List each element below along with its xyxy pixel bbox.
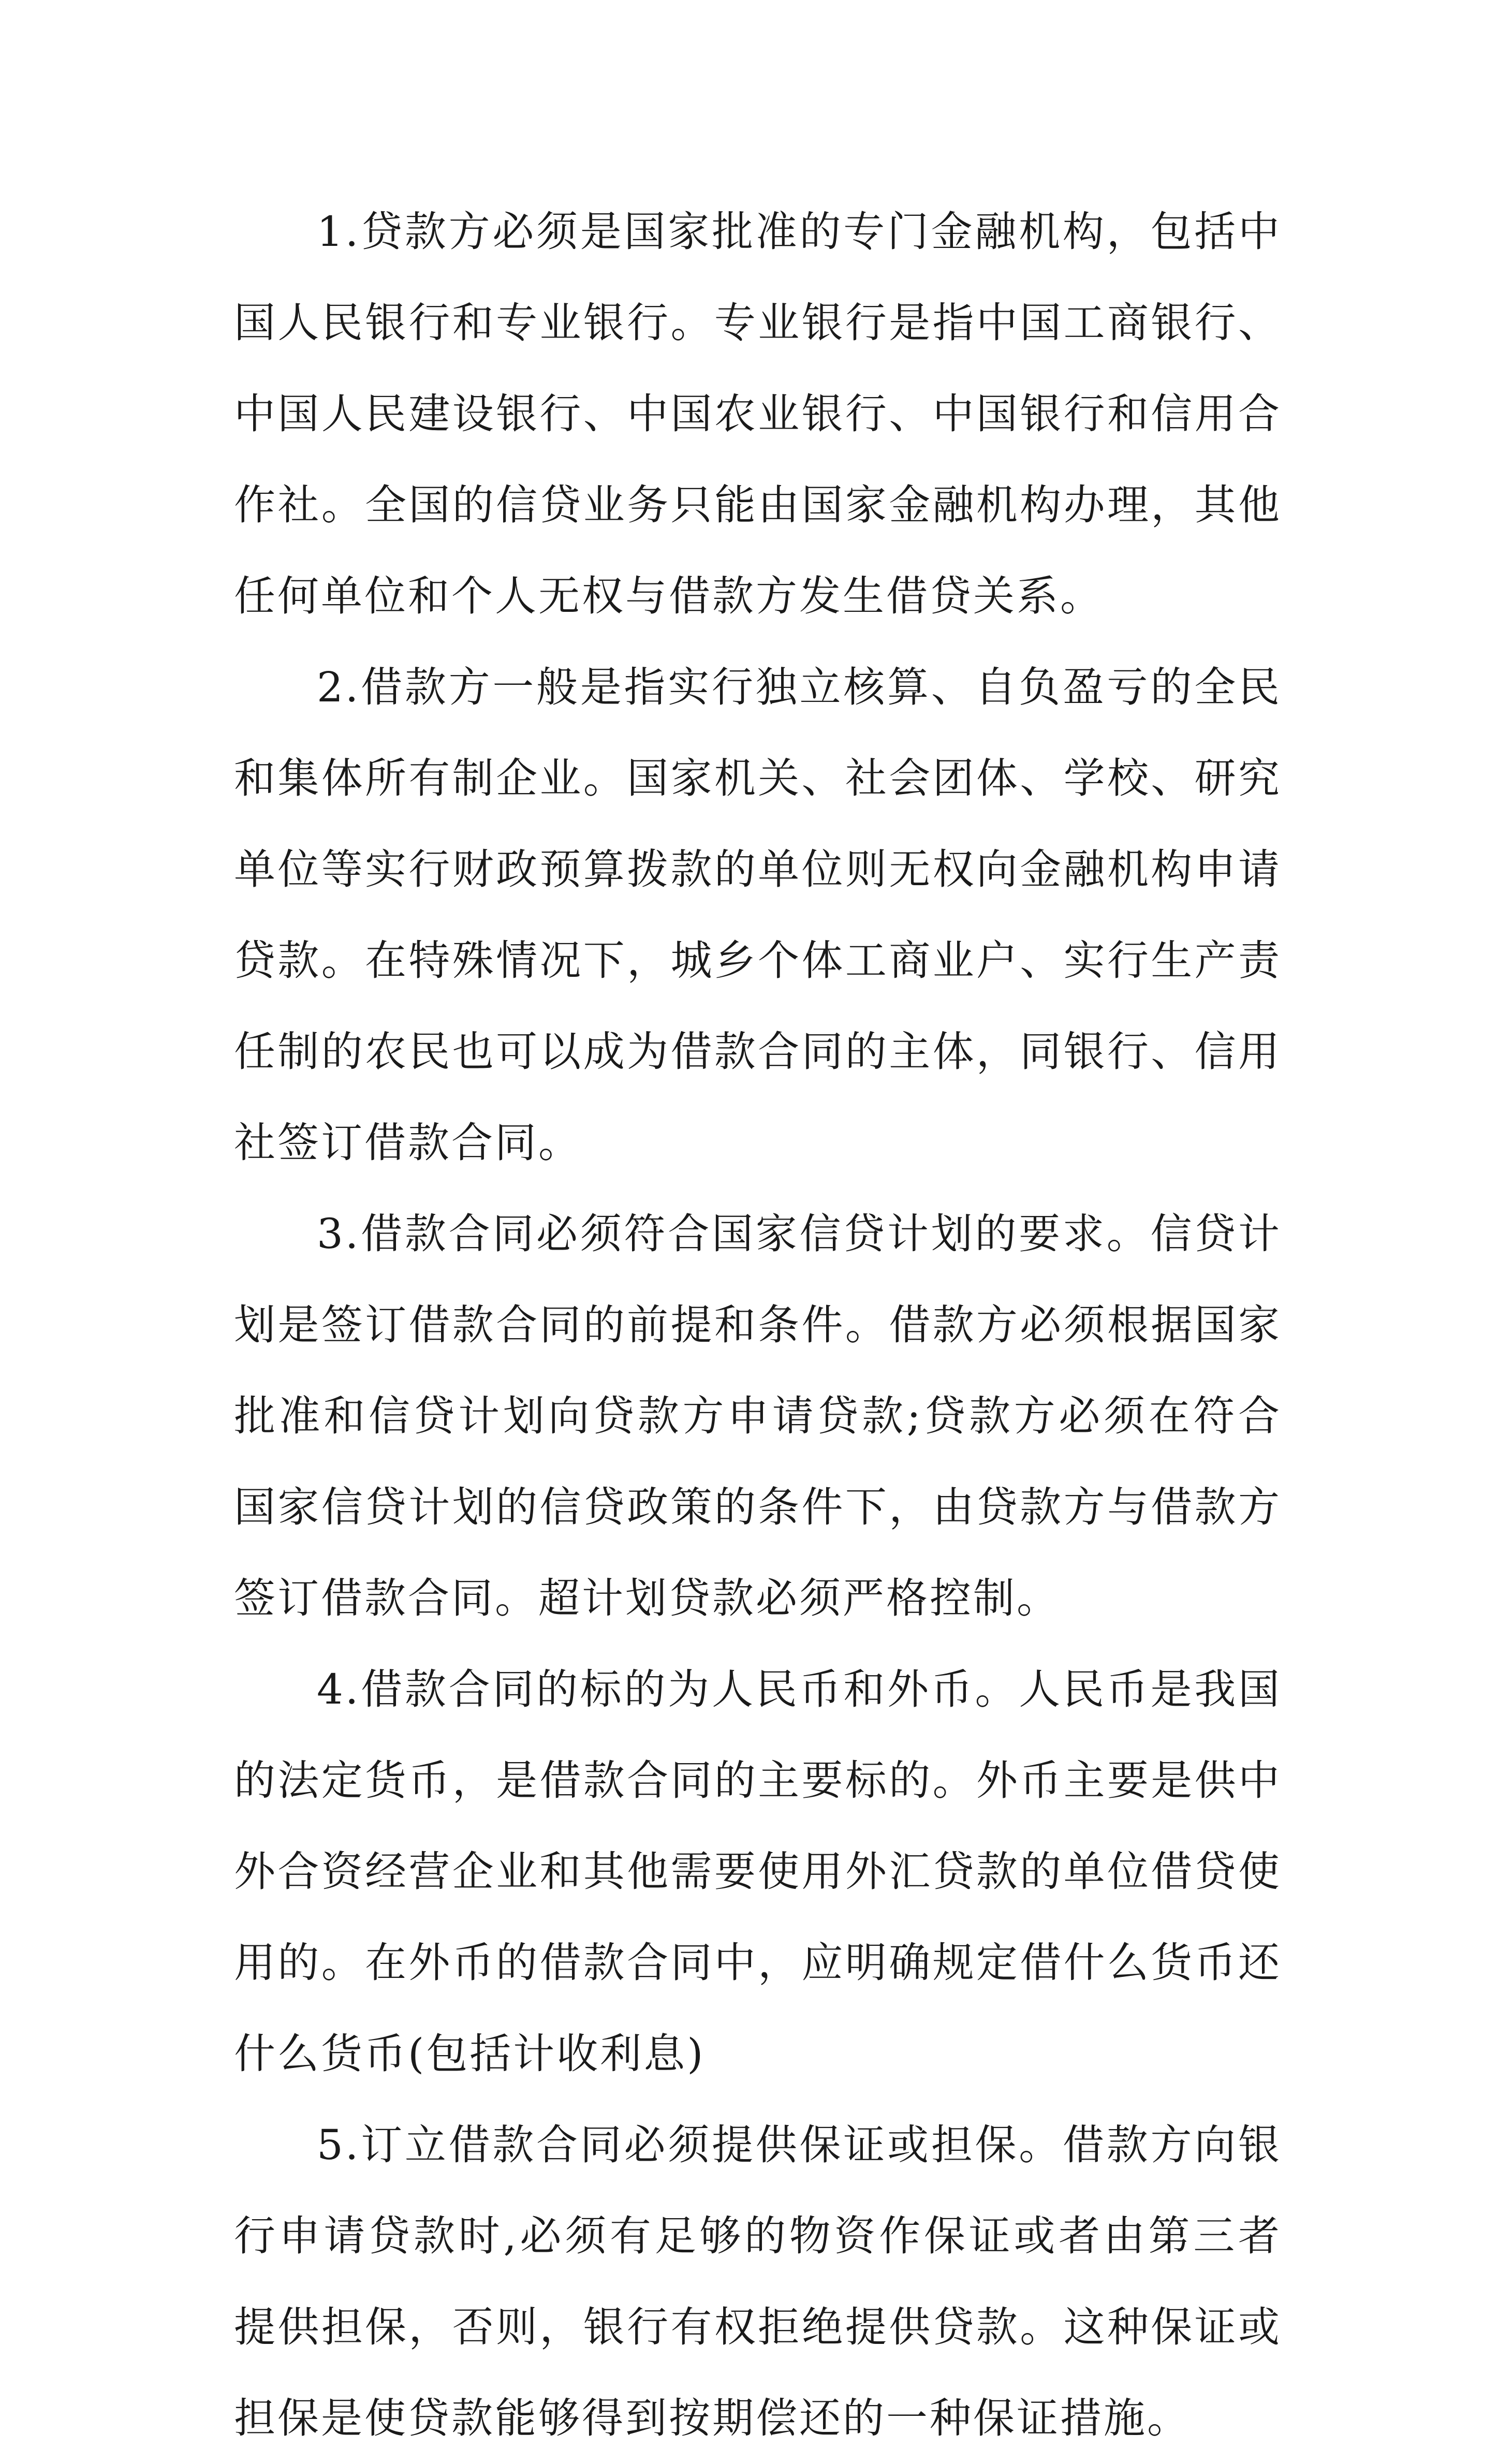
- paragraph-2: 2.借款方一般是指实行独立核算、自负盈亏的全民和集体所有制企业。国家机关、社会团体、学校、研究单位等实行财政预算拨款的单位则无权向金融机构申请贷款。在特殊情况下，城乡个体工商业户、实行生产责任制的农民也可以成为借款合同的主体，同银行、信用社签订借款合同。: [234, 663, 1282, 1167]
- paragraph-4: 4.借款合同的标的为人民币和外币。人民币是我国的法定货币，是借款合同的主要标的。外币主要是供中外合资经营企业和其他需要使用外汇贷款的单位借贷使用的。在外币的借款合同中，应明确规定借什么货币还什么货币(包括计收利息): [234, 1665, 1282, 2078]
- paragraph-1: 1.贷款方必须是国家批准的专门金融机构，包括中国人民银行和专业银行。专业银行是指中国工商银行、中国人民建设银行、中国农业银行、中国银行和信用合作社。全国的信贷业务只能由国家金融机构办理，其他任何单位和个人无权与借款方发生借贷关系。: [234, 208, 1282, 620]
- document-body: [234, 186, 1282, 2464]
- paragraph-3: 3.借款合同必须符合国家信贷计划的要求。信贷计划是签订借款合同的前提和条件。借款方必须根据国家批准和信贷计划向贷款方申请贷款;贷款方必须在符合国家信贷计划的信贷政策的条件下，由贷款方与借款方签订借款合同。超计划贷款必须严格控制。: [234, 1210, 1282, 1622]
- paragraph-5: 5.订立借款合同必须提供保证或担保。借款方向银行申请贷款时,必须有足够的物资作保证或者由第三者提供担保，否则，银行有权拒绝提供贷款。这种保证或担保是使贷款能够得到按期偿还的一种保证措施。: [234, 2121, 1282, 2442]
